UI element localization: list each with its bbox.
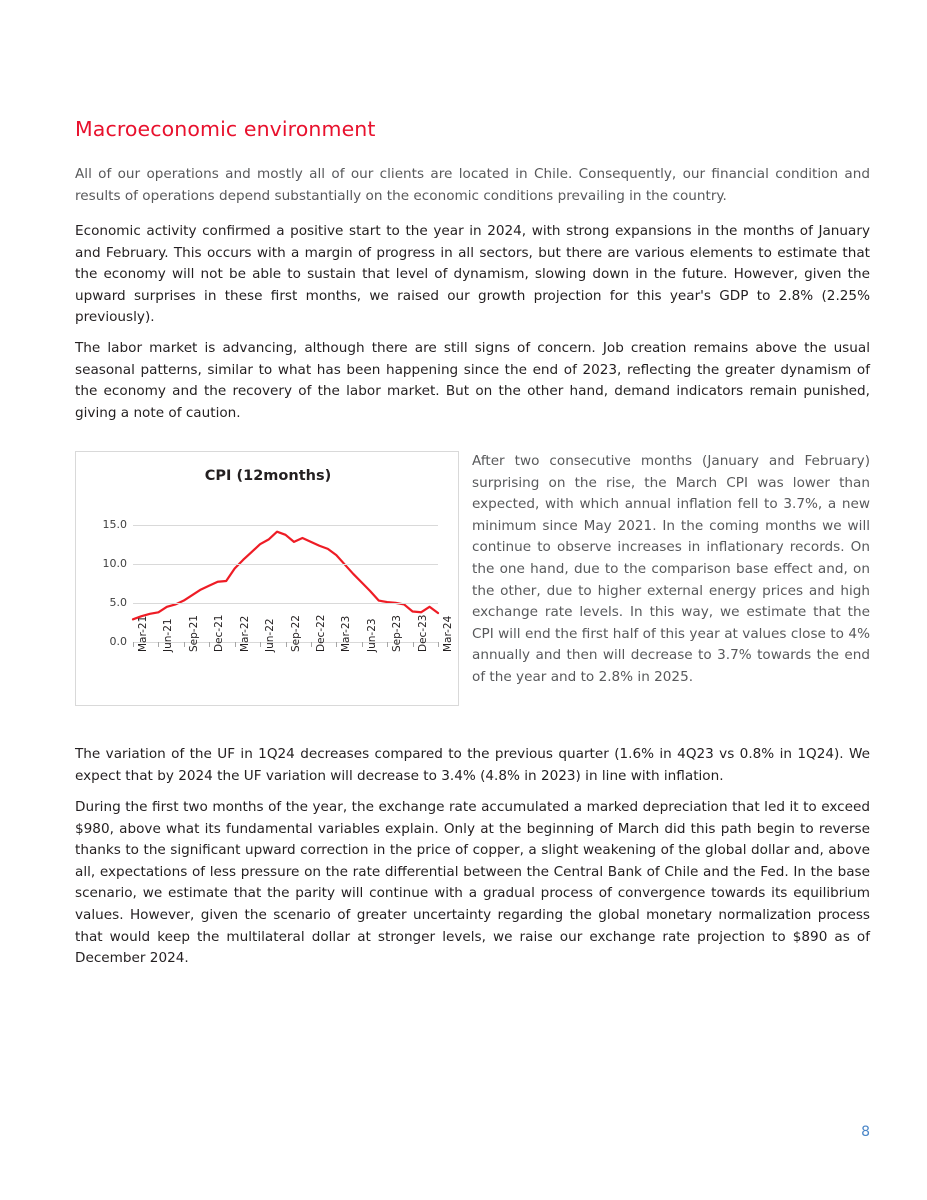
paragraph-cpi-commentary: After two consecutive months (January and February) surprising on the rise, the March CPI was lower than expected, with which annual inflation fell to 3.7%, a new minimum since May 2021. In the coming months we will continue to observe increases in inflationary records. On the one hand, due to the comparison base effect and, on the other, due to higher external energy prices and high exchange rate levels. In this way, we estimate that the CPI will end the first half of this year at values close to 4% annually and then will decrease to 3.7% towards the end of the year and to 2.8% in 2025. [472, 453, 870, 685]
chart-x-tick-label: Sep-22 [289, 615, 302, 652]
chart-gridline [133, 564, 438, 565]
paragraph-labor-market: The labor market is advancing, although there are still signs of concern. Job creation remains above the usual seasonal patterns, similar to what has been happening since the end of 2023, reflecting the greater dynamism of the economy and the recovery of the labor market. But on the other hand, demand indicators remain punished, giving a note of caution. [75, 340, 870, 421]
document-page [75, 0, 870, 1200]
chart-x-tick-label: Jun-21 [162, 618, 175, 652]
chart-x-tick-label: Sep-21 [187, 615, 200, 652]
chart-x-tick-mark [235, 642, 236, 647]
page-number: 8 [861, 1124, 870, 1140]
chart-x-tick-label: Sep-23 [391, 615, 404, 652]
chart-y-tick-label: 0.0 [109, 635, 127, 648]
chart-x-tick-mark [260, 642, 261, 647]
page-title: Macroeconomic environment [75, 116, 376, 141]
chart-x-tick-mark [413, 642, 414, 647]
chart-x-tick-mark [184, 642, 185, 647]
chart-x-tick-label: Dec-22 [314, 614, 327, 652]
page-left-margin [0, 0, 9, 1200]
chart-y-tick-label: 15.0 [102, 517, 127, 531]
chart-x-tick-mark [158, 642, 159, 647]
chart-x-tick-label: Dec-23 [416, 614, 429, 652]
paragraph-uf-variation: The variation of the UF in 1Q24 decreases compared to the previous quarter (1.6% in 4Q23 vs 0.8% in 1Q24). We expect that by 2024 the UF variation will decrease to 3.4% (4.8% in 2023) in line with inflation. [75, 746, 870, 784]
chart-x-tick-label: Jun-23 [365, 618, 378, 652]
chart-y-tick-label: 5.0 [109, 595, 127, 609]
chart-x-tick-label: Mar-23 [340, 615, 353, 652]
paragraph-economic-activity: Economic activity confirmed a positive start to the year in 2024, with strong expansions in the months of January and February. This occurs with a margin of progress in all sectors, but there are various elements to estimate that the economy will not be able to sustain that level of dynamism, slowing down in the future. However, given the upward surprises in these first months, we raised our growth projection for this year's GDP to 2.8% (2.25% previously). [75, 223, 870, 326]
chart-x-tick-mark [387, 642, 388, 647]
chart-gridline [133, 603, 438, 604]
chart-x-tick-mark [336, 642, 337, 647]
paragraph-intro: All of our operations and mostly all of our clients are located in Chile. Consequently, our financial condition and results of operations depend substantially on the economic conditions prevailing in the country. [75, 166, 870, 204]
paragraph-exchange-rate: During the first two months of the year, the exchange rate accumulated a marked depreciation that led it to exceed $980, above what its fundamental variables explain. Only at the beginning of March did this path begin to reverse thanks to the significant upward correction in the price of copper, a slight weakening of the global dollar and, above all, expectations of less pressure on the rate differential between the Central Bank of Chile and the Fed. In the base scenario, we estimate that the parity will continue with a gradual process of convergence towards its equilibrium values. However, given the scenario of greater uncertainty regarding the global monetary normalization process that would keep the multilateral dollar at stronger levels, we raise our exchange rate projection to $890 as of December 2024. [75, 799, 870, 967]
chart-x-tick-mark [362, 642, 363, 647]
chart-x-tick-label: Mar-21 [137, 615, 149, 652]
chart-x-tick-mark [209, 642, 210, 647]
chart-x-tick-label: Jun-22 [264, 618, 277, 652]
chart-x-tick-mark [133, 642, 134, 647]
chart-x-tick-mark [438, 642, 439, 647]
chart-title: CPI (12months) [204, 468, 332, 484]
cpi-chart [75, 451, 459, 706]
chart-x-tick-mark [311, 642, 312, 647]
chart-y-tick-label: 10.0 [102, 556, 127, 570]
chart-x-tick-label: Mar-24 [442, 615, 454, 652]
chart-x-tick-label: Dec-21 [213, 614, 226, 652]
chart-x-tick-mark [286, 642, 287, 647]
chart-x-tick-label: Mar-22 [238, 615, 251, 652]
chart-gridline [133, 525, 438, 526]
